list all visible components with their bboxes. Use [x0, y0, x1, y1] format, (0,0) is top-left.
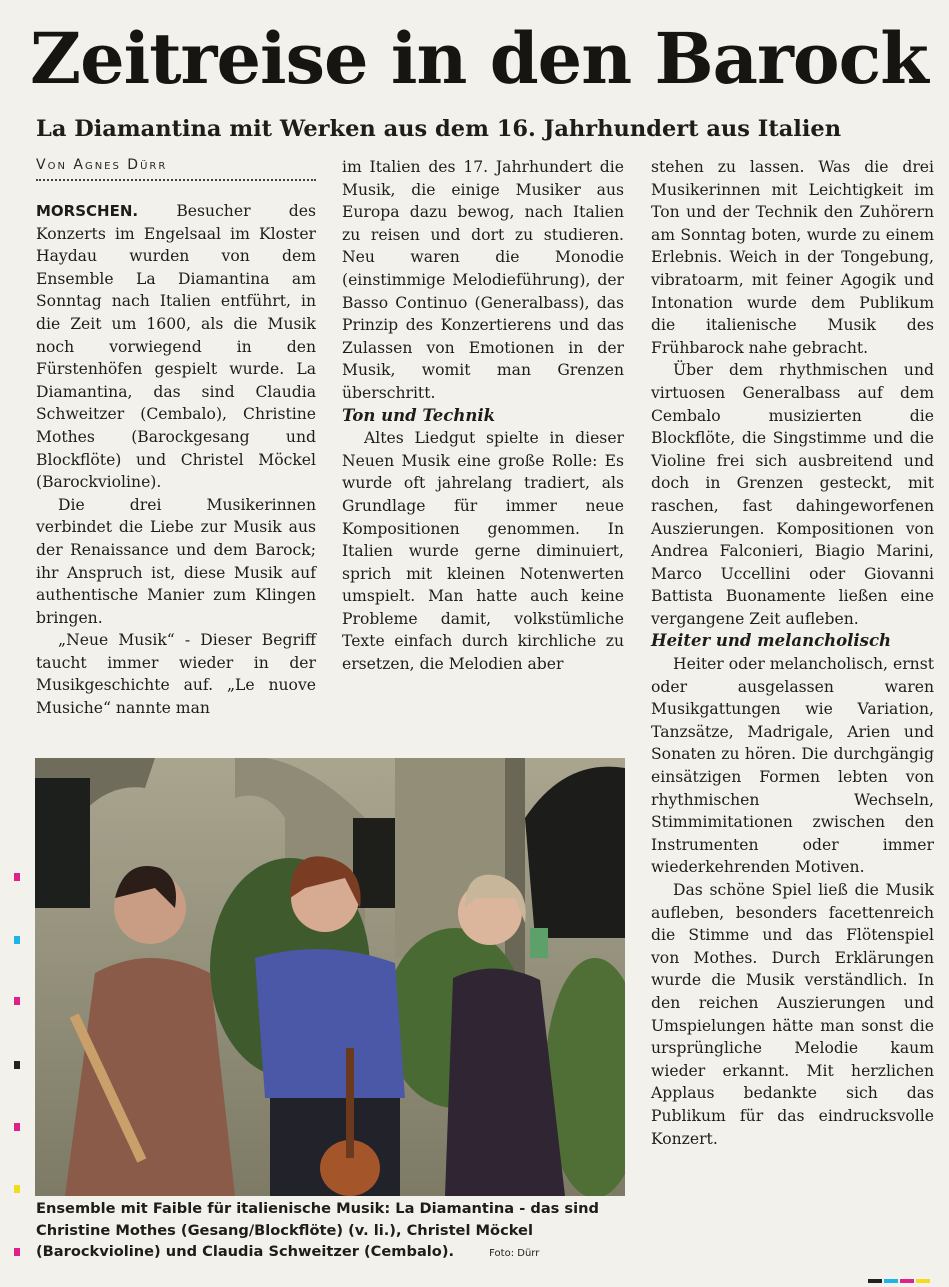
article-column-1	[36, 200, 316, 720]
registration-mark	[14, 873, 20, 881]
section-heading: Heiter und melancholisch	[651, 631, 892, 651]
registration-mark	[14, 997, 20, 1005]
color-bar	[916, 1279, 930, 1283]
registration-mark	[14, 936, 20, 944]
registration-mark	[14, 1061, 20, 1069]
article-column-3	[651, 156, 934, 1150]
paragraph: im Italien des 17. Jahrhundert die Musik, die einige Musiker aus Europa dazu bewog, nach Italien zu reisen und dort zu studieren. Neu waren die Monodie (einstimmige Melodieführung), der Basso Continuo (Generalbass), das Prinzip des Konzertierens und das Zulassen von Emotionen in der Musik, womit man Grenzen überschritt.	[342, 158, 624, 402]
article-column-2	[342, 156, 624, 676]
subheadline: La Diamantina mit Werken aus dem 16. Jahrhundert aus Italien	[36, 116, 842, 142]
ensemble-photo	[35, 758, 625, 1196]
paragraph: Altes Liedgut spielte in dieser Neuen Musik eine große Rolle: Es wurde oft jahrelang tradiert, als Grundlage für immer neue Kompositionen genommen. In Italien wurde gerne diminuiert, sprich mit kleinen Notenwerten umspielt. Man hatte auch keine Probleme damit, volkstümliche Texte einfach durch kirchliche zu ersetzen, die Melodien aber	[342, 429, 624, 674]
paragraph: Über dem rhythmischen und virtuosen Generalbass auf dem Cembalo musizierten die Blockflöte, die Singstimme und die Violine frei sich ausbreitend und doch in Grenzen gesteckt, mit raschen, fast dahingeworfenen Auszierungen. Kompositionen von Andrea Falconieri, Biagio Marini, Marco Uccellini oder Giovanni Battista Buonamente ließen eine vergangene Zeit aufleben.	[651, 361, 934, 628]
photo-caption	[36, 1198, 626, 1265]
paragraph: stehen zu lassen. Was die drei Musikerinnen mit Leichtigkeit im Ton und der Technik den Zuhörern am Sonntag boten, wurde zu einem Erlebnis. Weich in der Tongebung, vibratoarm, mit feiner Agogik und Intonation wurde dem Publikum die italienische Musik des Frühbarock nahe gebracht.	[651, 158, 934, 357]
section-heading: Ton und Technik	[342, 405, 496, 425]
paragraph: Heiter oder melancholisch, ernst oder ausgelassen waren Musikgattungen wie Variation, Tanzsätze, Madrigale, Arien und Sonaten zu hören. Die durchgängig einsätzigen Formen lebten von rhythmischen Wechseln, Stimmimitationen zwischen den Instrumenten oder immer wiederkehrenden Motiven.	[651, 655, 934, 877]
registration-mark	[14, 1123, 20, 1131]
color-bar	[868, 1279, 882, 1283]
caption-text: Ensemble mit Faible für italienische Musik: La Diamantina - das sind Christine Mothes (Gesang/Blockflöte) (v. li.), Christel Möckel (Barockvioline) und Claudia Schweitzer (Cembalo).	[36, 1200, 599, 1260]
paragraph: „Neue Musik“ - Dieser Begriff taucht immer wieder in der Musikgeschichte auf. „Le nuove Musiche“ nannte man	[36, 631, 316, 718]
paragraph	[36, 200, 316, 494]
photo-credit: Foto: Dürr	[489, 1248, 540, 1259]
color-bar	[884, 1279, 898, 1283]
dateline: MORSCHEN.	[36, 202, 139, 220]
headline: Zeitreise in den Barock	[30, 17, 928, 100]
paragraph: Die drei Musikerinnen verbindet die Liebe zur Musik aus der Renaissance und dem Barock; ihr Anspruch ist, diese Musik auf authentische Manier zum Klingen bringen.	[36, 495, 316, 627]
color-bar	[900, 1279, 914, 1283]
registration-mark	[14, 1248, 20, 1256]
byline: Von Agnes Dürr	[36, 157, 316, 181]
registration-mark	[14, 1185, 20, 1193]
photo-illustration	[35, 758, 625, 1196]
paragraph-text: Besucher des Konzerts im Engelsaal im Kloster Haydau wurden von dem Ensemble La Diamantina am Sonntag nach Italien entführt, in die Zeit um 1600, als die Musik noch vorwiegend in den Fürstenhöfen gespielt wurde. La Diamantina, das sind Claudia Schweitzer (Cembalo), Christine Mothes (Barockgesang und Blockflöte) und Christel Möckel (Barockvioline).	[36, 202, 316, 492]
paragraph: Das schöne Spiel ließ die Musik aufleben, besonders facettenreich die Stimme und das Flötenspiel von Mothes. Durch Erklärungen wurde die Musik verständlich. In den reichen Auszierungen und Umspielungen hätte man sonst die ursprüngliche Melodie kaum wieder erkannt. Mit herzlichen Applaus bedankte sich das Publikum für das eindrucksvolle Konzert.	[651, 881, 934, 1148]
